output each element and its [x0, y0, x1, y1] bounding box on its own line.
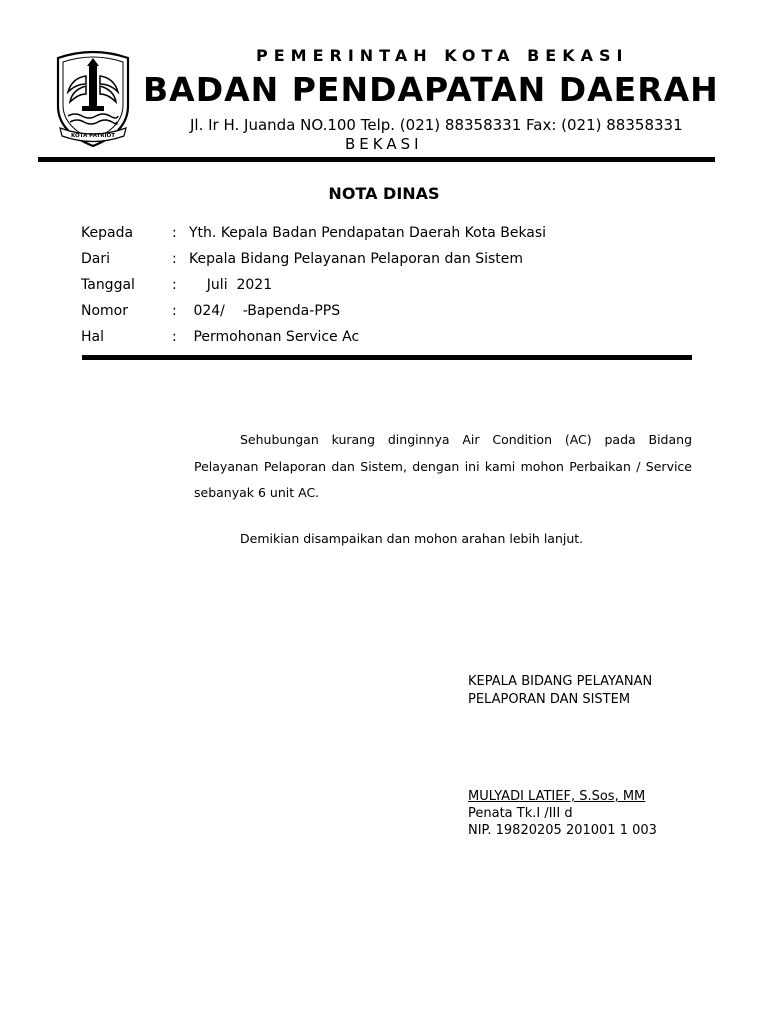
header-divider — [82, 355, 692, 360]
field-colon: : — [172, 251, 177, 267]
field-value-dari: Kepala Bidang Pelayanan Pelaporan dan Sistem — [189, 251, 524, 267]
signatory-position-line2: PELAPORAN DAN SISTEM — [468, 692, 631, 707]
closing-sentence: Demikian disampaikan dan mohon arahan lebih lanjut. — [240, 531, 584, 546]
agency-city: BEKASI — [345, 135, 423, 153]
agency-name: BADAN PENDAPATAN DAERAH — [143, 70, 719, 109]
field-value-kepada: Yth. Kepala Badan Pendapatan Daerah Kota Bekasi — [189, 225, 547, 241]
field-value-tanggal: Juli 2021 — [189, 277, 273, 293]
city-emblem-logo — [52, 48, 134, 150]
field-label-dari: Dari — [81, 251, 111, 267]
field-colon: : — [172, 329, 177, 345]
logo-ribbon-text: KOTA PATRIOT — [70, 133, 116, 139]
agency-address: Jl. Ir H. Juanda NO.100 Telp. (021) 88358331 Fax: (021) 88358331 — [190, 116, 683, 134]
field-colon: : — [172, 303, 177, 319]
field-value-nomor: 024/ -Bapenda-PPS — [189, 303, 341, 319]
signatory-rank: Penata Tk.I /III d — [468, 806, 573, 821]
field-label-hal: Hal — [81, 329, 104, 345]
letterhead-divider — [38, 157, 715, 162]
field-value-hal: Permohonan Service Ac — [189, 329, 360, 345]
field-colon: : — [172, 277, 177, 293]
body-paragraph: Sehubungan kurang dinginnya Air Condition (AC) pada Bidang Pelayanan Pelaporan dan Sistem, dengan ini kami mohon Perbaikan / Service sebanyak 6 unit AC. — [194, 432, 692, 500]
field-colon: : — [172, 225, 177, 241]
signatory-name: MULYADI LATIEF, S.Sos, MM — [468, 789, 646, 804]
government-name: PEMERINTAH KOTA BEKASI — [256, 46, 629, 65]
field-label-tanggal: Tanggal — [81, 277, 135, 293]
document-title: NOTA DINAS — [328, 184, 440, 203]
field-label-nomor: Nomor — [81, 303, 128, 319]
field-label-kepada: Kepada — [81, 225, 134, 241]
signatory-nip: NIP. 19820205 201001 1 003 — [468, 823, 657, 838]
signatory-position-line1: KEPALA BIDANG PELAYANAN — [468, 674, 653, 689]
